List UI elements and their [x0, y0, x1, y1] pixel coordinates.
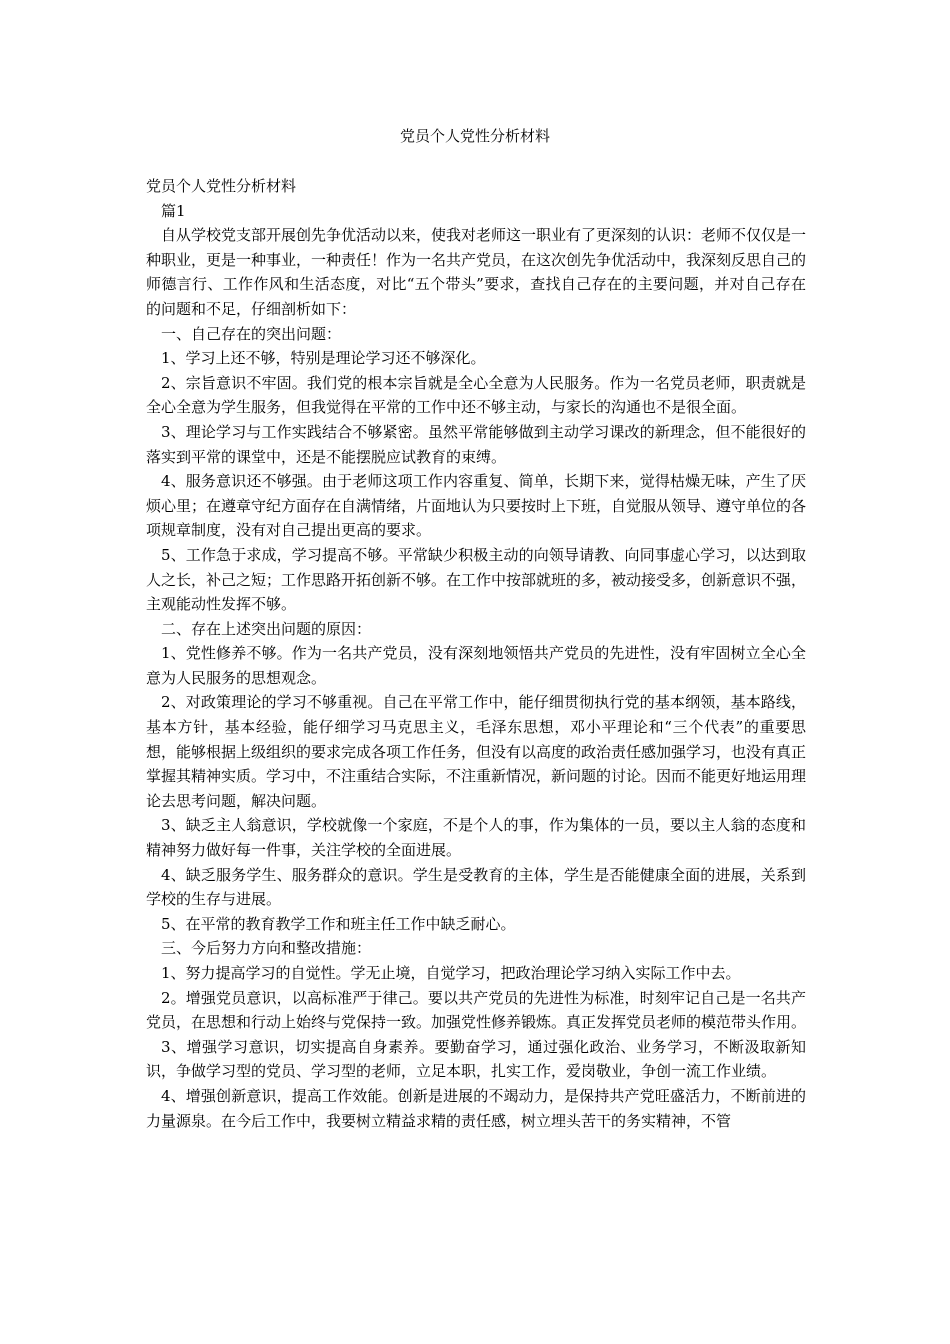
paragraph: 5、工作急于求成，学习提高不够。平常缺少积极主动的向领导请教、向同事虚心学习，以达到取人之长，补己之短；工作思路开拓创新不够。在工作中按部就班的多，被动接受多，创新意识不强，主观能动性发挥不够。: [146, 545, 807, 614]
section-heading: 一、自己存在的突出问题：: [161, 324, 342, 343]
paragraph: 2、对政策理论的学习不够重视。自己在平常工作中，能仔细贯彻执行党的基本纲领，基本路线，基本方针，基本经验，能仔细学习马克思主义，毛泽东思想，邓小平理论和“三个代表”的重要思想，能够根据上级组织的要求完成各项工作任务，但没有以高度的政治责任感加强学习，也没有真正掌握其精神实质。学习中，不注重结合实际，不注重新情况，新问题的讨论。因而不能更好地运用理论去思考问题，解决问题。: [146, 693, 807, 810]
document-body: [146, 174, 806, 1133]
paragraph: 1、党性修养不够。作为一名共产党员，没有深刻地领悟共产党员的先进性，没有牢固树立全心全意为人民服务的思想观念。: [146, 644, 806, 687]
paragraph: 1、学习上还不够，特别是理论学习还不够深化。: [161, 349, 486, 368]
paragraph: 4、服务意识还不够强。由于老师这项工作内容重复、简单，长期下来，觉得枯燥无味，产生了厌烦心里；在遵章守纪方面存在自满情绪，片面地认为只要按时上下班，自觉服从领导、遵守单位的各项规章制度，没有对自己提出更高的要求。: [146, 472, 807, 540]
paragraph: 5、在平常的教育教学工作和班主任工作中缺乏耐心。: [161, 914, 516, 933]
paragraph: 2、宗旨意识不牢固。我们党的根本宗旨就是全心全意为人民服务。作为一名党员老师，职责就是全心全意为学生服务，但我觉得在平常的工作中还不够主动，与家长的沟通也不是很全面。: [146, 373, 806, 417]
paragraph: 3、缺乏主人翁意识，学校就像一个家庭，不是个人的事，作为集体的一员，要以主人翁的态度和精神努力做好每一件事，关注学校的全面进展。: [146, 816, 806, 860]
document-subtitle: 党员个人党性分析材料: [146, 177, 297, 195]
paragraph: 1、努力提高学习的自觉性。学无止境，自觉学习，把政治理论学习纳入实际工作中去。: [161, 964, 741, 982]
paragraph: 4、增强创新意识，提高工作效能。创新是进展的不竭动力，是保持共产党旺盛活力，不断前进的力量源泉。在今后工作中，我要树立精益求精的责任感，树立埋头苦干的务实精神，不管: [146, 1086, 806, 1130]
section-heading: 二、存在上述突出问题的原因：: [161, 619, 372, 638]
paragraph: 3、理论学习与工作实践结合不够紧密。虽然平常能够做到主动学习课改的新理念，但不能很好的落实到平常的课堂中，还是不能摆脱应试教育的束缚。: [146, 422, 806, 466]
paragraph: 3、增强学习意识，切实提高自身素养。要勤奋学习，通过强化政治、业务学习，不断汲取新知识，争做学习型的党员、学习型的老师，立足本职，扎实工作，爱岗敬业，争创一流工作业绩。: [146, 1037, 806, 1081]
document-title: 党员个人党性分析材料: [399, 127, 550, 145]
section-label: 篇1: [161, 201, 186, 220]
intro-paragraph: 自从学校党支部开展创先争优活动以来，使我对老师这一职业有了更深刻的认识：老师不仅仅是一种职业，更是一种事业，一种责任！作为一名共产党员，在这次创先争优活动中，我深刻反思自己的师德言行、工作作风和生活态度，对比“五个带头”要求，查找自己存在的主要问题，并对自己存在的问题和不足，仔细剖析如下：: [146, 226, 807, 318]
paragraph: 2。增强党员意识，以高标准严于律己。要以共产党员的先进性为标准，时刻牢记自己是一名共产党员，在思想和行动上始终与党保持一致。加强党性修养锻炼。真正发挥党员老师的模范带头作用。: [146, 988, 807, 1032]
section-heading: 三、今后努力方向和整改措施：: [161, 939, 372, 958]
paragraph: 4、缺乏服务学生、服务群众的意识。学生是受教育的主体，学生是否能健康全面的进展，关系到学校的生存与进展。: [146, 865, 806, 909]
